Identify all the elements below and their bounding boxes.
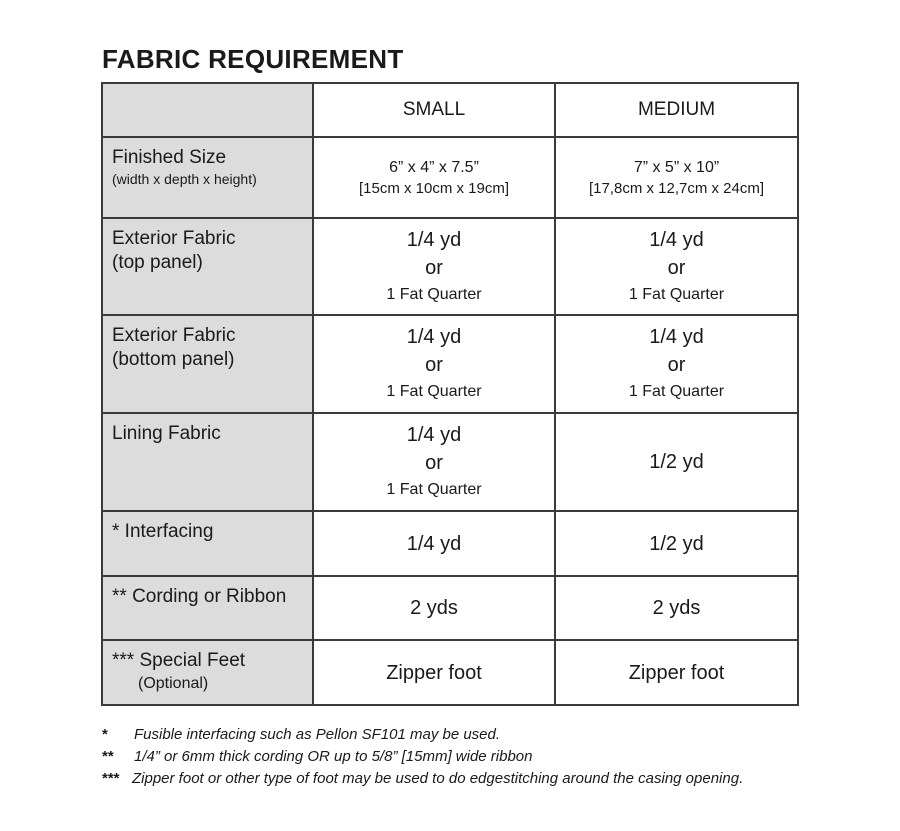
column-header-small: SMALL: [313, 83, 555, 137]
alt-amount: 1 Fat Quarter: [386, 285, 482, 303]
alt-amount: 1 Fat Quarter: [386, 383, 482, 400]
row-label-cell: [102, 413, 313, 511]
column-header-medium: MEDIUM: [555, 83, 798, 137]
table-row-special-feet: [102, 640, 798, 705]
or-text: or: [667, 256, 686, 279]
or-text: or: [667, 354, 686, 376]
row-label: *** Special Feet: [112, 650, 246, 671]
cell-small: [313, 640, 555, 705]
row-label-cell: [102, 315, 313, 413]
footnote-mark: *: [102, 726, 108, 743]
amount: 1/4 yd: [406, 326, 462, 348]
cell-medium: [555, 218, 798, 315]
cell-small: [313, 576, 555, 640]
row-label: Lining Fabric: [112, 423, 221, 444]
cell-small: [313, 137, 555, 218]
row-sublabel: (Optional): [138, 675, 209, 692]
or-text: or: [425, 452, 443, 474]
or-text: or: [425, 256, 443, 279]
row-label-cell: [102, 640, 313, 705]
or-text: or: [425, 354, 443, 376]
footnote: [102, 724, 743, 746]
amount: 1/4 yd: [406, 532, 462, 555]
row-label: Finished Size: [112, 147, 227, 168]
page-title: FABRIC REQUIREMENT: [102, 44, 404, 74]
table-row-exterior-bottom: [102, 315, 798, 413]
row-sublabel: (width x depth x height): [112, 171, 257, 187]
amount: 1/2 yd: [649, 451, 704, 473]
amount: 2 yds: [652, 597, 701, 619]
row-label-cell: [102, 511, 313, 576]
cell-medium: [555, 576, 798, 640]
row-label: * Interfacing: [112, 521, 214, 542]
amount: 1/2 yd: [649, 532, 704, 555]
alt-amount: 1 Fat Quarter: [628, 383, 725, 400]
table-row-finished-size: [102, 137, 798, 218]
amount: Zipper foot: [386, 661, 482, 684]
table-row-cording: [102, 576, 798, 640]
row-label-cell: [102, 137, 313, 218]
cell-small: [313, 218, 555, 315]
footnote-mark: **: [102, 748, 114, 765]
row-label-detail: (bottom panel): [112, 349, 235, 370]
footnotes: [102, 724, 743, 790]
row-label-cell: [102, 576, 313, 640]
row-label: Exterior Fabric: [112, 325, 236, 346]
size-imperial: 7” x 5” x 10”: [633, 158, 720, 176]
amount: 1/4 yd: [406, 228, 462, 251]
amount: 1/4 yd: [406, 424, 462, 446]
amount: Zipper foot: [628, 661, 725, 684]
cell-medium: [555, 315, 798, 413]
row-label: ** Cording or Ribbon: [112, 586, 287, 607]
amount: 1/4 yd: [649, 228, 704, 251]
row-label-cell: [102, 218, 313, 315]
table-row-lining: [102, 413, 798, 511]
row-label-detail: (top panel): [112, 252, 203, 273]
cell-medium: [555, 640, 798, 705]
footnote: [102, 768, 743, 790]
size-metric: [17,8cm x 12,7cm x 24cm]: [588, 179, 765, 197]
size-metric: [15cm x 10cm x 19cm]: [358, 179, 510, 197]
amount: 2 yds: [410, 597, 458, 619]
header-corner-cell: [102, 83, 313, 137]
footnote-mark: ***: [102, 770, 120, 787]
alt-amount: 1 Fat Quarter: [386, 481, 482, 498]
table-header-row: [102, 83, 798, 137]
cell-medium: [555, 137, 798, 218]
cell-small: [313, 511, 555, 576]
footnote: [102, 746, 743, 768]
amount: 1/4 yd: [649, 326, 704, 348]
footnote-text: 1/4” or 6mm thick cording OR up to 5/8” [15mm] wide ribbon: [134, 748, 533, 765]
cell-small: [313, 413, 555, 511]
row-label: Exterior Fabric: [112, 228, 236, 249]
footnote-text: Fusible interfacing such as Pellon SF101 may be used.: [134, 726, 501, 743]
cell-medium: [555, 413, 798, 511]
footnote-text: Zipper foot or other type of foot may be used to do edgestitching around the casing opening.: [132, 770, 744, 787]
cell-medium: [555, 511, 798, 576]
table-row-exterior-top: [102, 218, 798, 315]
cell-small: [313, 315, 555, 413]
fabric-requirement-table: [101, 82, 799, 706]
alt-amount: 1 Fat Quarter: [628, 285, 725, 303]
size-imperial: 6” x 4” x 7.5”: [389, 158, 479, 176]
table-row-interfacing: [102, 511, 798, 576]
